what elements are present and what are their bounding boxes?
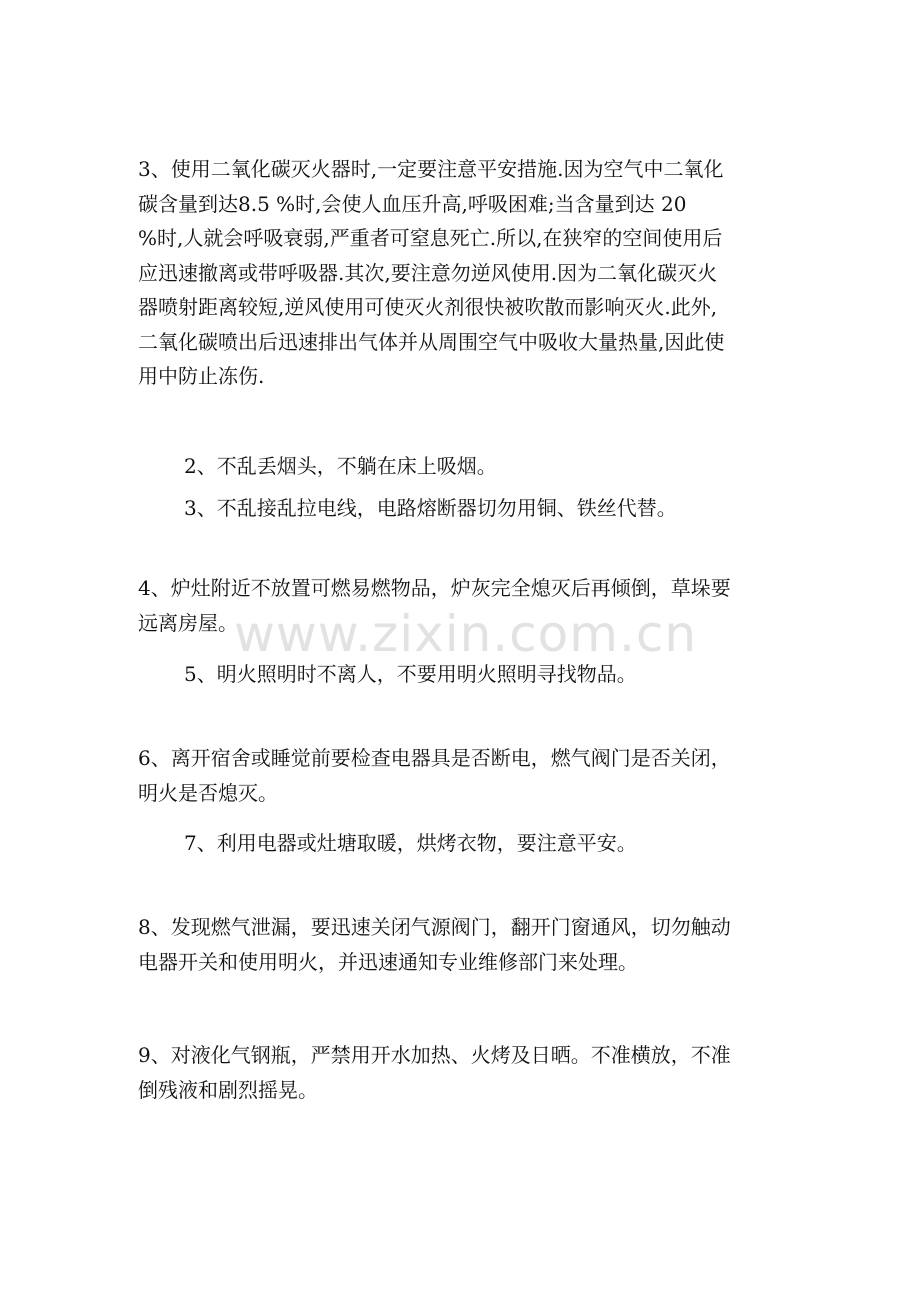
text-line: 倒残液和剧烈摇晃。 [138, 1077, 318, 1102]
watermark-text: www.zixin.com.cn [234, 605, 698, 663]
text-line: 应迅速撤离或带呼吸器.其次,要注意勿逆风使用.因为二氧化碳灭火 [138, 260, 718, 285]
text-line: 器喷射距离较短,逆风使用可使灭火剂很快被吹散而影响灭火.此外, [138, 295, 718, 319]
text-line: 电器开关和使用明火，并迅速通知专业维修部门来处理。 [138, 949, 638, 974]
text-line: 碳含量到达8.5 %时,会使人血压升高,呼吸困难;当含量到达 20 [138, 191, 687, 216]
text-line: 5、明火照明时不离人，不要用明火照明寻找物品。 [184, 662, 637, 686]
text-line: 3、不乱接乱拉电线，电路熔断器切勿用铜、铁丝代替。 [184, 496, 677, 520]
text-line: 二氧化碳喷出后迅速排出气体并从周围空气中吸收大量热量,因此使 [138, 329, 725, 354]
paragraph-co2-extinguisher [138, 152, 788, 394]
paragraph-item-9 [138, 1038, 788, 1107]
paragraph-item-8 [138, 910, 788, 979]
text-line: 8、发现燃气泄漏，要迅速关闭气源阀门，翻开门窗通风，切勿触动 [138, 915, 731, 939]
text-line: 用中防止冻伤. [138, 364, 265, 388]
paragraph-item-2 [184, 449, 804, 484]
paragraph-item-5 [184, 657, 804, 692]
text-line: 2、不乱丢烟头，不躺在床上吸烟。 [184, 454, 497, 478]
paragraph-item-3 [184, 491, 804, 526]
text-line: 3、使用二氧化碳灭火器时,一定要注意平安措施.因为空气中二氧化 [138, 157, 724, 181]
text-line: 9、对液化气钢瓶，严禁用开水加热、火烤及日晒。不准横放，不准 [138, 1043, 731, 1067]
paragraph-item-6 [138, 741, 788, 810]
text-line: 明火是否熄灭。 [138, 780, 278, 805]
paragraph-item-7 [184, 826, 804, 861]
text-line: 6、离开宿舍或睡觉前要检查电器具是否断电，燃气阀门是否关闭， [138, 746, 731, 770]
text-line: 7、利用电器或灶塘取暖，烘烤衣物，要注意平安。 [184, 831, 637, 855]
paragraph-item-4 [138, 571, 788, 640]
text-line: 4、炉灶附近不放置可燃易燃物品，炉灰完全熄灭后再倾倒，草垛要 [138, 576, 731, 600]
text-line: %时,人就会呼吸衰弱,严重者可窒息死亡.所以,在狭窄的空间使用后 [138, 226, 723, 250]
text-line: 远离房屋。 [138, 610, 238, 635]
